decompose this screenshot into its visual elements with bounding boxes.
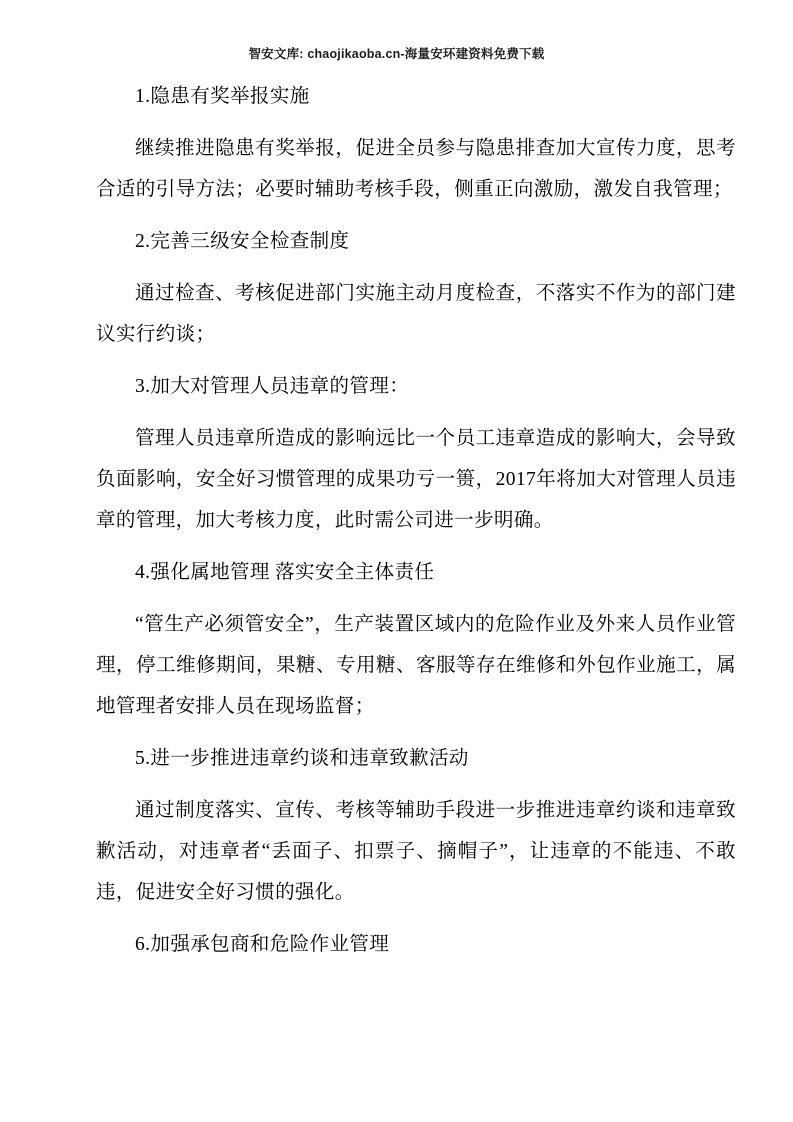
paragraph-4: 通过检查、考核促进部门实施主动月度检查，不落实不作为的部门建议实行约谈； bbox=[96, 283, 736, 345]
paragraph-9: 5.进一步推进违章约谈和违章致歉活动 bbox=[135, 748, 469, 769]
paragraph-2: 继续推进隐患有奖举报，促进全员参与隐患排查加大宣传力度，思考合适的引导方法；必要时辅助考核手段，侧重正向激励，激发自我管理； bbox=[96, 138, 736, 200]
paragraph-5: 3.加大对管理人员违章的管理： bbox=[135, 376, 410, 397]
paragraph-1: 1.隐患有奖举报实施 bbox=[135, 86, 310, 107]
paragraph-6: 管理人员违章所造成的影响远比一个员工违章造成的影响大，会导致负面影响，安全好习惯管理的成果功亏一篑，2017年将加大对管理人员违章的管理，加大考核力度，此时需公司进一步明确。 bbox=[96, 428, 736, 531]
paragraph-3: 2.完善三级安全检查制度 bbox=[135, 231, 350, 252]
paragraph-7: 4.强化属地管理 落实安全主体责任 bbox=[135, 562, 435, 583]
paragraph-8: “管生产必须管安全”，生产装置区域内的危险作业及外来人员作业管理，停工维修期间，果糖、专用糖、客服等存在维修和外包作业施工，属地管理者安排人员在现场监督； bbox=[96, 614, 736, 717]
paragraph-11: 6.加强承包商和危险作业管理 bbox=[135, 934, 390, 955]
document-body bbox=[96, 76, 736, 965]
paragraph-10: 通过制度落实、宣传、考核等辅助手段进一步推进违章约谈和违章致歉活动，对违章者“丢面子、扣票子、摘帽子”，让违章的不能违、不敢违，促进安全好习惯的强化。 bbox=[96, 800, 736, 903]
watermark-text: 智安文库: chaojikaoba.cn-海量安环建资料免费下载 bbox=[248, 47, 545, 61]
